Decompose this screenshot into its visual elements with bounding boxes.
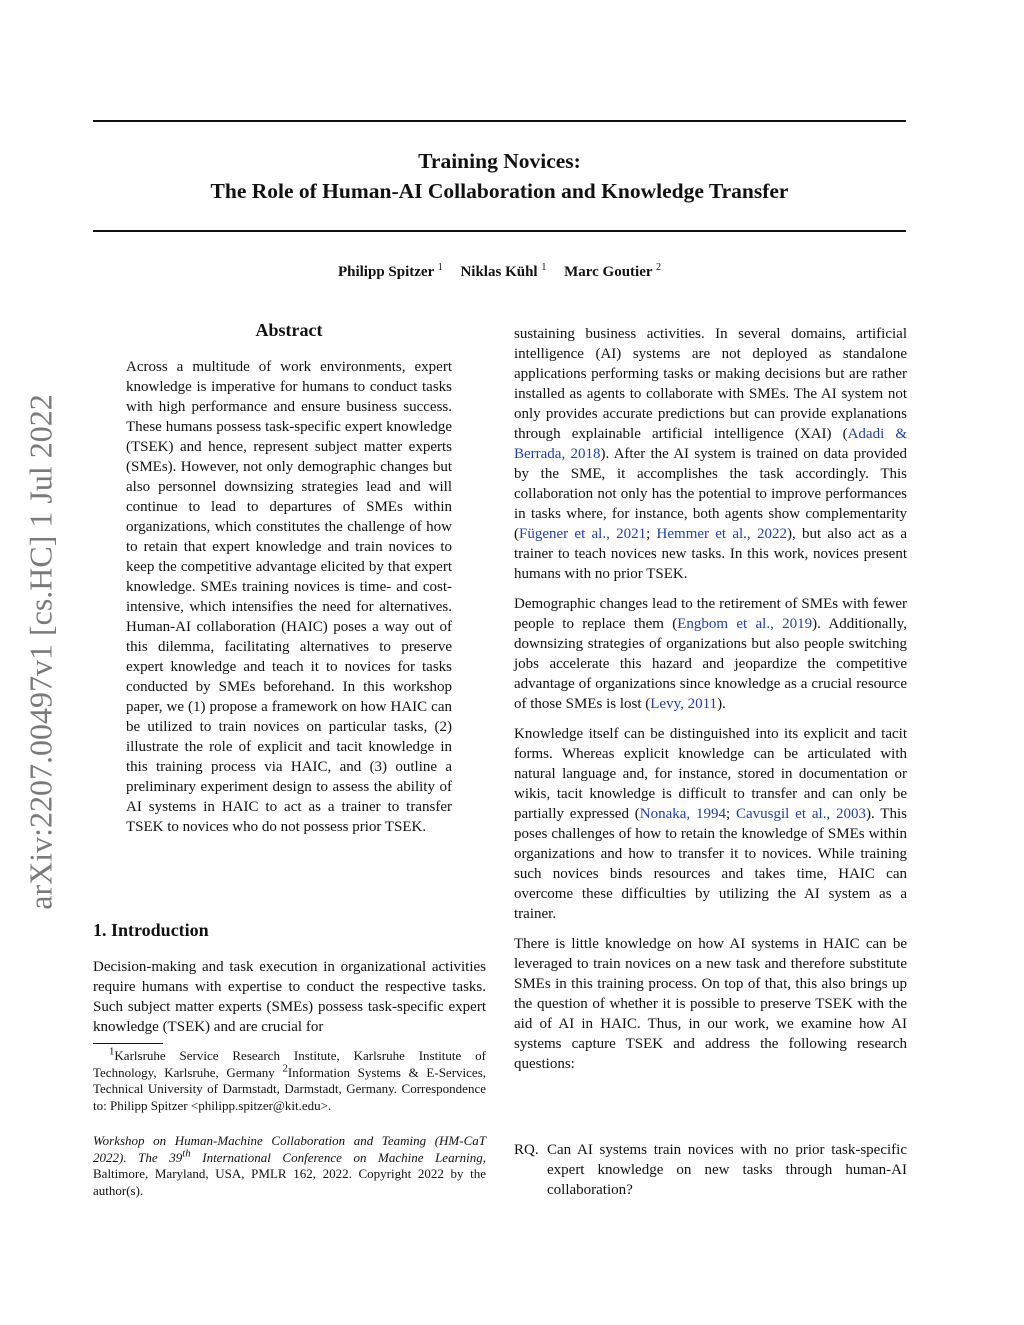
author-name: Niklas Kühl <box>460 264 538 280</box>
text-run: ). Additionally, downsizing strategies of organizations but also people switching jobs accelerate this hazard and jeopardize the competitive advantage of organizations since knowledge as a crucial resource of those SMEs is lost ( <box>514 616 907 712</box>
paper-title-line1: Training Novices: <box>418 149 581 173</box>
author-name: Philipp Spitzer <box>337 264 434 280</box>
text-run: ), but also act as a trainer to teach novices new tasks. In this work, novices present humans with no prior TSEK. <box>514 526 907 582</box>
footnote-text: Information Systems & E-Services, Technical University of Darmstadt, Darmstadt, Germany. Correspondence to: Philipp Spitzer <philipp.spitzer@kit.edu>. <box>93 1064 486 1113</box>
text-run: There is little knowledge on how AI systems in HAIC can be leveraged to train novices on a new task and therefore substitute SMEs in this training process. On top of that, this also brings up the question of whether it is possible to preserve TSEK with the aid of AI in HAIC. Thus, in our work, we examine how AI systems capture TSEK and address the following research questions: <box>514 936 907 1072</box>
author-affiliation: 1 <box>437 262 443 273</box>
citation-link[interactable]: Hemmer et al., 2022 <box>656 526 787 542</box>
arxiv-stamp-text: arXiv:2207.00497v1 [cs.HC] 1 Jul 2022 <box>22 394 59 910</box>
top-rule <box>93 120 906 122</box>
author-affiliation: 2 <box>656 262 662 273</box>
author-affiliation: 1 <box>541 262 547 273</box>
text-run: sustaining business activities. In several domains, artificial intelligence (AI) systems are not deployed as standalone applications performing tasks or making decisions but are rather installed as agents to collaborate with SMEs. The AI system not only provides accurate predictions but can provide explanations through explainable artificial intelligence (XAI) ( <box>514 326 907 442</box>
text-run: ; <box>726 806 737 822</box>
footnote-text: Karlsruhe Service Research Institute, Karlsruhe Institute of Technology, Karlsruhe, Germany <box>93 1048 486 1080</box>
research-question <box>514 1140 907 1200</box>
paragraph <box>514 724 907 924</box>
bottom-rule <box>93 230 906 232</box>
citation-link[interactable]: Adadi & Berrada, 2018 <box>514 426 907 462</box>
paragraph <box>514 324 907 584</box>
footnote-mark: 1 <box>109 1045 115 1058</box>
copyright-text: , Baltimore, Maryland, USA, PMLR 162, 2022. Copyright 2022 by the author(s). <box>93 1149 486 1198</box>
rq-label: RQ. <box>514 1142 539 1158</box>
text-run: Knowledge itself can be distinguished into its explicit and tacit forms. Whereas explicit knowledge can be articulated with natural language and, for instance, stored in documentation or wikis, tacit knowledge is difficult to transfer and can only be partially expressed ( <box>514 726 907 822</box>
text-run: ). <box>717 696 726 712</box>
ordinal-suffix: th <box>182 1147 191 1160</box>
introduction-heading: 1. Introduction <box>93 920 209 940</box>
author-list <box>93 264 906 281</box>
text-run: ). After the AI system is trained on data provided by the SME, it accomplishes the task accordingly. This collaboration not only has the potential to improve performances in tasks where, for instance, both agents show complementarity ( <box>514 446 908 542</box>
paper-title-line2: The Role of Human-AI Collaboration and Knowledge Transfer <box>210 179 789 203</box>
introduction-paragraph: Decision-making and task execution in organizational activities require humans with expertise to conduct the respective tasks. Such subject matter experts (SMEs) possess task-specific expert knowledge (TSEK) and are crucial for <box>93 959 486 1035</box>
citation-link[interactable]: Fügener et al., 2021 <box>519 526 647 542</box>
citation-link[interactable]: Nonaka, 1994 <box>639 806 727 822</box>
footnote-mark: 2 <box>282 1062 288 1075</box>
text-run: Demographic changes lead to the retirement of SMEs with fewer people to replace them ( <box>514 596 907 632</box>
footnote-rule <box>93 1043 163 1044</box>
right-column <box>514 324 907 1084</box>
text-run: ). This poses challenges of how to retain the knowledge of SMEs within organizations and how to transfer it to novices. While training such novices binds resources and takes time, HAIC can overcome these difficulties by utilizing the AI system as a trainer. <box>514 806 907 922</box>
citation-link[interactable]: Engbom et al., 2019 <box>677 616 813 632</box>
affiliation-footnote <box>93 1045 486 1114</box>
paragraph <box>514 934 907 1074</box>
abstract-heading: Abstract <box>255 320 323 340</box>
paragraph <box>514 594 907 714</box>
rq-text: Can AI systems train novices with no prior task-specific expert knowledge on new tasks through human-AI collaboration? <box>547 1142 907 1198</box>
workshop-note <box>93 1133 486 1199</box>
author-name: Marc Goutier <box>564 264 653 280</box>
citation-link[interactable]: Levy, 2011 <box>650 696 718 712</box>
abstract-body: Across a multitude of work environments, expert knowledge is imperative for humans to conduct tasks with high performance and ensure business success. These humans possess task-specific expert knowledge (TSEK) and hence, represent subject matter experts (SMEs). However, not only demographic changes but also personnel downsizing strategies lead and will continue to lead to departures of SMEs within organizations, which constitutes the challenge of how to retain that expert knowledge and train novices to keep the competitive advantage elicited by that expert knowledge. SMEs training novices is time- and cost-intensive, which intensifies the need for alternatives. Human-AI collaboration (HAIC) poses a way out of this dilemma, facilitating alternatives to preserve expert knowledge and teach it to novices for tasks conducted by SMEs beforehand. In this workshop paper, we (1) propose a framework on how HAIC can be utilized to train novices on particular tasks, (2) illustrate the role of explicit and tacit knowledge in this training process via HAIC, and (3) outline a preliminary experiment design to assess the ability of AI systems in HAIC to act as a trainer to transfer TSEK to novices who do not possess prior TSEK. <box>126 359 452 835</box>
citation-link[interactable]: Cavusgil et al., 2003 <box>736 806 866 822</box>
workshop-venue: Workshop on Human-Machine Collaboration and Teaming (HM-CaT 2022). The 39 <box>93 1133 486 1165</box>
conference-name: International Conference on Machine Learning <box>190 1149 483 1165</box>
text-run: ; <box>646 526 657 542</box>
